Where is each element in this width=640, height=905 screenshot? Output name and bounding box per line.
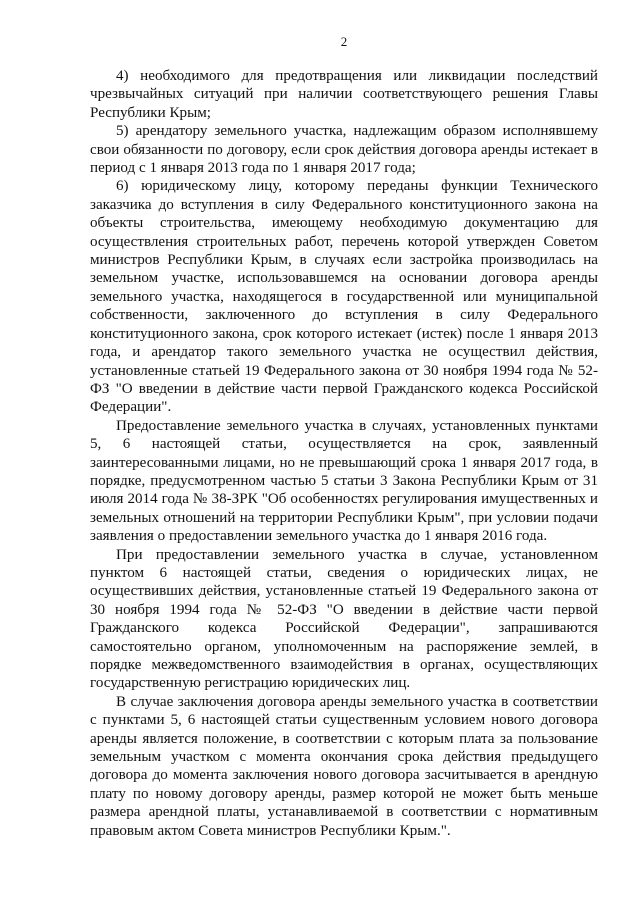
page-number: 2 <box>340 34 348 49</box>
paragraph-item-4: 4) необходимого для предотвращения или ликвидации последствий чрезвычайных ситуаций при наличии соответствующего решения Главы Республики Крым; <box>90 68 598 121</box>
paragraph-interagency-request: При предоставлении земельного участка в случае, установленном пунктом 6 настоящей статьи, сведения о юридических лицах, не осуществивших действия, установленные статьей 19 Федерального закона от 30 ноября 1994 года № 52-ФЗ "О введении в действие части первой Гражданского кодекса Российской Федерации", запрашиваются самостоятельно органом, уполномоченным на распоряжение землей, в порядке межведомственного взаимодействия в органах, осуществляющих государственную регистрацию юридических лиц. <box>90 546 598 692</box>
paragraph-item-5: 5) арендатору земельного участка, надлежащим образом исполнявшему свои обязанности по договору, если срок действия договора аренды истекает в период с 1 января 2013 года по 1 января 2017 года; <box>90 123 598 177</box>
paragraph-term-provision: Предоставление земельного участка в случаях, установленных пунктами 5, 6 настоящей статьи, осуществляется на срок, заявленный заинтересованными лицами, но не превышающий срока 1 января 2017 года, в порядке, предусмотренном частью 5 статьи 3 Закона Республики Крым от 31 июля 2014 года № 38-ЗРК "Об особенностях регулирования имущественных и земельных отношений на территории Республики Крым", при условии подачи заявления о предоставлении земельного участка до 1 января 2016 года. <box>90 417 598 545</box>
paragraph-item-6: 6) юридическому лицу, которому переданы функции Технического заказчика до вступления в силу Федерального конституционного закона на объекты строительства, имеющему необходимую документацию для осуществления строительных работ, перечень которой утвержден Советом министров Республики Крым, в случаях если застройка производилась на земельном участке, использовавшемся на основании договора аренды земельного участка, находящегося в государственной или муниципальной собственности, заключенного до вступления в силу Федерального конституционного закона, срок которого истекает (истек) после 1 января 2013 года, и арендатор такого земельного участка не осуществил действия, установленные статьей 19 Федерального закона от 30 ноября 1994 года № 52-ФЗ "О введении в действие части первой Гражданского кодекса Российской Федерации". <box>90 178 598 416</box>
paragraph-lease-condition: В случае заключения договора аренды земельного участка в соответствии с пунктами 5, 6 настоящей статьи существенным условием нового договора аренды является положение, в соответствии с которым плата за пользование земельным участком с момента окончания срока действия предыдущего договора до момента заключения нового договора засчитывается в арендную плату по новому договору аренды, размер которой не может быть меньше размера арендной платы, устанавливаемой в соответствии с нормативным правовым актом Совета министров Республики Крым.". <box>90 693 598 839</box>
